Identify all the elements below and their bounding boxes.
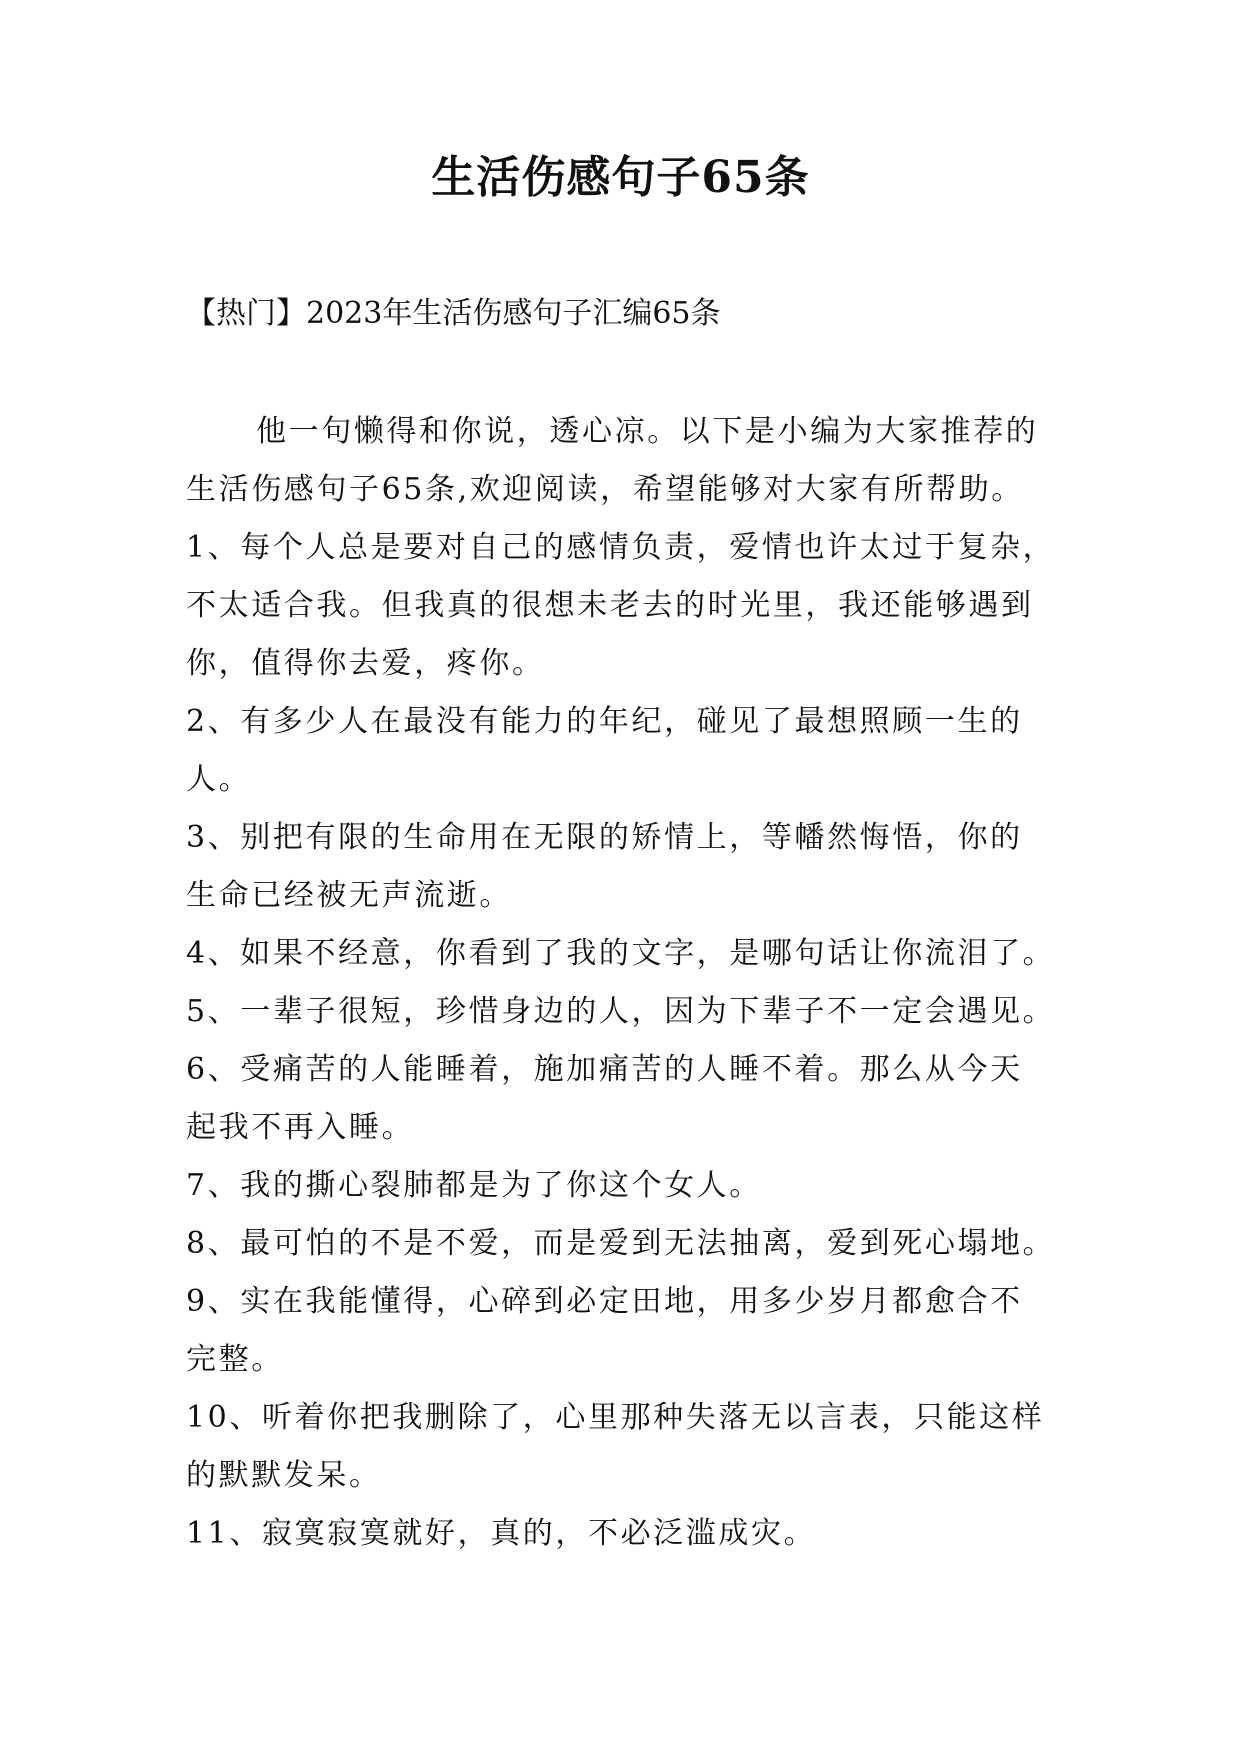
list-item <box>186 693 1066 809</box>
list-item-line: 5、一辈子很短，珍惜身边的人，因为下辈子不一定会遇见。 <box>186 994 1056 1029</box>
list-item-line: 完整。 <box>186 1342 284 1377</box>
list-item-line: 生命已经被无声流逝。 <box>186 878 512 913</box>
list-item-line: 10、听着你把我删除了，心里那种失落无以言表，只能这样 <box>186 1400 1045 1435</box>
list-item <box>186 519 1066 693</box>
list-item-line: 7、我的撕心裂肺都是为了你这个女人。 <box>186 1168 762 1203</box>
list-item <box>186 925 1066 983</box>
list-item <box>186 1215 1066 1273</box>
list-item-line: 11、寂寞寂寞就好，真的，不必泛滥成灾。 <box>186 1516 817 1551</box>
list-item <box>186 1157 1066 1215</box>
list-item-line: 人。 <box>186 762 252 797</box>
list-item-line: 9、实在我能懂得，心碎到必定田地，用多少岁月都愈合不 <box>186 1284 1023 1319</box>
list-item-line: 6、受痛苦的人能睡着，施加痛苦的人睡不着。那么从今天 <box>186 1052 1023 1087</box>
document-title: 生活伤感句子65条 <box>431 152 810 203</box>
list-item-line: 4、如果不经意，你看到了我的文字，是哪句话让你流泪了。 <box>186 936 1056 971</box>
list-item-line: 你，值得你去爱，疼你。 <box>186 646 545 681</box>
list-item <box>186 1041 1066 1157</box>
list-item-line: 起我不再入睡。 <box>186 1110 415 1145</box>
list-item-line: 8、最可怕的不是不爱，而是爱到无法抽离，爱到死心塌地。 <box>186 1226 1056 1261</box>
list-item-line: 2、有多少人在最没有能力的年纪，碰见了最想照顾一生的 <box>186 704 1023 739</box>
document-subtitle: 【热门】2023年生活伤感句子汇编65条 <box>186 296 721 331</box>
list-item <box>186 1505 1066 1563</box>
document-body <box>186 403 1066 1563</box>
intro-line: 他一句懒得和你说，透心凉。以下是小编为大家推荐的 <box>256 414 1039 449</box>
list-item-line: 不太适合我。但我真的很想未老去的时光里，我还能够遇到 <box>186 588 1034 623</box>
list-item <box>186 983 1066 1041</box>
list-item <box>186 809 1066 925</box>
list-item-line: 的默默发呆。 <box>186 1458 382 1493</box>
intro-paragraph <box>186 403 1066 519</box>
intro-line: 生活伤感句子65条,欢迎阅读，希望能够对大家有所帮助。 <box>186 472 1024 507</box>
list-item-line: 3、别把有限的生命用在无限的矫情上，等幡然悔悟，你的 <box>186 820 1023 855</box>
list-item <box>186 1389 1066 1505</box>
list-item-line: 1、每个人总是要对自己的感情负责，爱情也许太过于复杂， <box>186 530 1056 565</box>
list-item <box>186 1273 1066 1389</box>
